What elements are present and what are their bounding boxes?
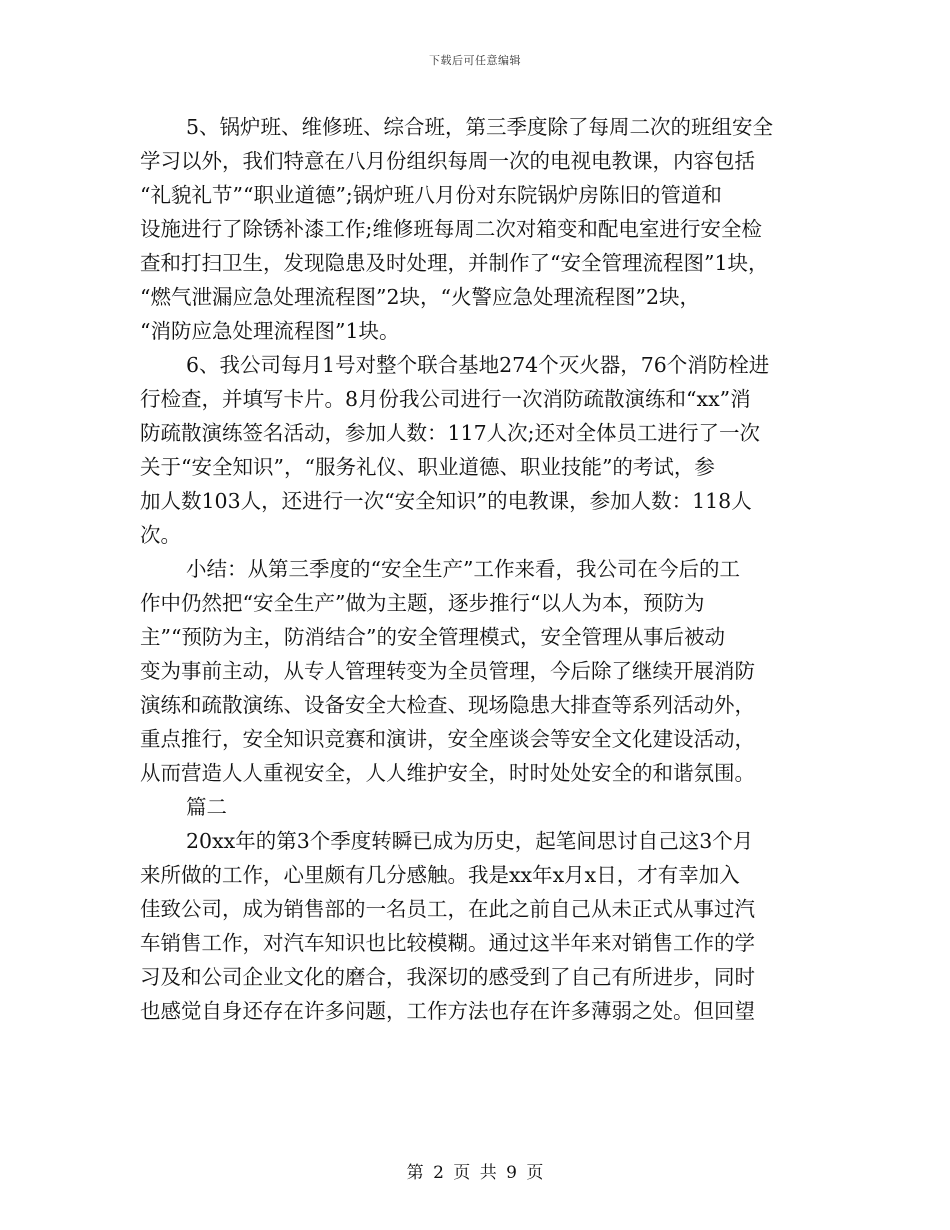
paragraph-line: 车销售工作，对汽车知识也比较模糊。通过这半年来对销售工作的学 bbox=[140, 931, 755, 955]
paragraph-line: 习及和公司企业文化的磨合，我深切的感受到了自己有所进步，同时 bbox=[140, 965, 755, 989]
paragraph-line: 查和打扫卫生，发现隐患及时处理，并制作了“安全管理流程图”1块， bbox=[140, 251, 769, 275]
paragraph-line: 重点推行，安全知识竞赛和演讲，安全座谈会等安全文化建设活动， bbox=[140, 727, 755, 751]
paragraph-line: 关于“安全知识”，“服务礼仪、职业道德、职业技能”的考试，参 bbox=[140, 455, 715, 479]
paragraph-line: “消防应急处理流程图”1块。 bbox=[140, 319, 400, 343]
paragraph-line: “燃气泄漏应急处理流程图”2块，“火警应急处理流程图”2块， bbox=[140, 285, 701, 309]
paragraph-line: 小结：从第三季度的“安全生产”工作来看，我公司在今后的工 bbox=[186, 557, 740, 581]
paragraph-line: 次。 bbox=[140, 523, 181, 547]
page-footer: 第 2 页 共 9 页 bbox=[406, 1163, 544, 1183]
paragraph-line: 防疏散演练签名活动，参加人数：117人次;还对全体员工进行了一次 bbox=[140, 421, 761, 445]
paragraph-line: 20xx年的第3个季度转瞬已成为历史，起笔间思讨自己这3个月 bbox=[186, 829, 754, 853]
paragraph-line: 作中仍然把“安全生产”做为主题，逐步推行“以人为本，预防为 bbox=[140, 591, 705, 615]
paragraph-line: 来所做的工作，心里颇有几分感触。我是xx年x月x日，才有幸加入 bbox=[140, 863, 740, 887]
paragraph-line: 主”“预防为主，防消结合”的安全管理模式，安全管理从事后被动 bbox=[140, 625, 725, 649]
paragraph-line: 6、我公司每月1号对整个联合基地274个灭火器，76个消防栓进 bbox=[186, 353, 770, 377]
paragraph-line: “礼貌礼节”“职业道德”;锅炉班八月份对东院锅炉房陈旧的管道和 bbox=[140, 183, 722, 207]
paragraph-line: 也感觉自身还存在许多问题，工作方法也存在许多薄弱之处。但回望 bbox=[140, 999, 755, 1023]
paragraph-line: 变为事前主动，从专人管理转变为全员管理，今后除了继续开展消防 bbox=[140, 659, 755, 683]
section-heading: 篇二 bbox=[186, 795, 227, 819]
paragraph-line: 学习以外，我们特意在八月份组织每周一次的电视电教课，内容包括 bbox=[140, 149, 755, 173]
paragraph-line: 从而营造人人重视安全，人人维护安全，时时处处安全的和谐氛围。 bbox=[140, 761, 755, 785]
paragraph-line: 演练和疏散演练、设备安全大检查、现场隐患大排查等系列活动外， bbox=[140, 693, 755, 717]
document-body bbox=[140, 110, 830, 1028]
paragraph-line: 行检查，并填写卡片。8月份我公司进行一次消防疏散演练和“xx”消 bbox=[140, 387, 751, 411]
page-header: 下载后可任意编辑 bbox=[429, 54, 521, 67]
paragraph-line: 5、锅炉班、维修班、综合班，第三季度除了每周二次的班组安全 bbox=[186, 115, 774, 139]
paragraph-line: 佳致公司，成为销售部的一名员工，在此之前自己从未正式从事过汽 bbox=[140, 897, 755, 921]
paragraph-line: 加人数103人，还进行一次“安全知识”的电教课，参加人数：118人 bbox=[140, 489, 752, 513]
paragraph-line: 设施进行了除锈补漆工作;维修班每周二次对箱变和配电室进行安全检 bbox=[140, 217, 762, 241]
